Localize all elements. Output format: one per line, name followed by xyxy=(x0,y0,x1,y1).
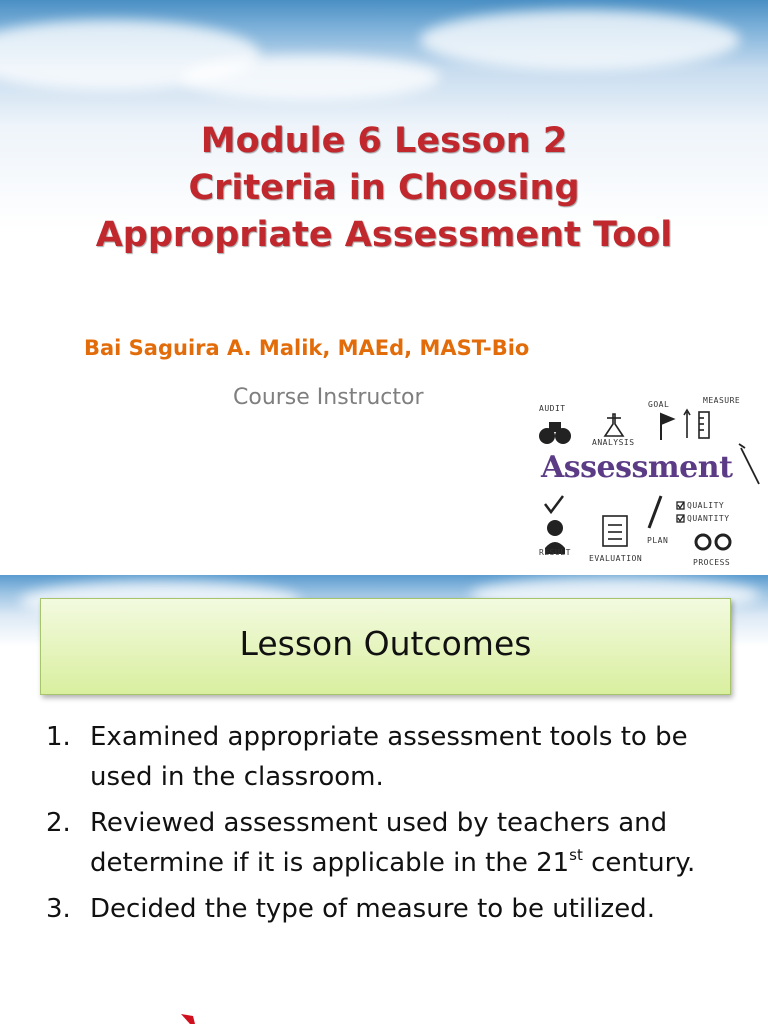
cloud-decoration xyxy=(180,55,440,100)
plan-pen-icon xyxy=(649,496,661,528)
cloud-decoration xyxy=(420,10,740,70)
title-line-1: Module 6 Lesson 2 xyxy=(200,121,568,161)
list-item xyxy=(46,803,736,883)
slide-title xyxy=(0,118,768,259)
label-measure: MEASURE xyxy=(703,396,741,405)
list-item xyxy=(46,717,736,797)
outcomes-heading: Lesson Outcomes xyxy=(239,624,532,663)
label-analysis: ANALYSIS xyxy=(592,438,635,447)
label-quantity: QUANTITY xyxy=(687,514,730,523)
label-goal: GOAL xyxy=(648,400,670,409)
label-quality: QUALITY xyxy=(687,501,725,510)
checkbox-icon xyxy=(677,502,684,522)
title-line-2: Criteria in Choosing xyxy=(188,168,580,208)
outcomes-heading-box xyxy=(40,598,731,695)
list-text: Reviewed assessment used by teachers and determine if it is applicable in the 21 xyxy=(90,808,668,878)
flask-icon xyxy=(605,414,623,436)
label-plan: PLAN xyxy=(647,536,669,545)
author-name: Bai Saguira A. Malik, MAEd, MAST-Bio xyxy=(84,336,530,360)
flag-icon xyxy=(661,414,673,440)
ruler-icon xyxy=(684,410,709,438)
label-process: PROCESS xyxy=(693,558,731,567)
clipboard-icon xyxy=(603,516,627,546)
label-audit: AUDIT xyxy=(539,404,566,413)
list-number: 2. xyxy=(46,808,71,838)
list-item xyxy=(46,889,736,929)
outcomes-list xyxy=(46,717,736,935)
assessment-word: Assessment xyxy=(541,450,733,485)
list-number: 1. xyxy=(46,722,71,752)
red-decoration-icon xyxy=(181,1012,203,1024)
label-evaluation: EVALUATION xyxy=(589,554,643,563)
title-line-3: Appropriate Assessment Tool xyxy=(95,215,673,255)
list-number: 3. xyxy=(46,894,71,924)
assessment-illustration xyxy=(527,388,768,575)
list-text-end: century. xyxy=(582,848,696,878)
outcomes-slide xyxy=(0,575,768,1024)
check-person-icon xyxy=(545,496,565,554)
author-role: Course Instructor xyxy=(233,385,424,410)
pencil-icon xyxy=(739,444,759,484)
list-text: Examined appropriate assessment tools to be used in the classroom. xyxy=(90,722,688,792)
binoculars-icon xyxy=(539,422,571,444)
list-text: Decided the type of measure to be utilized. xyxy=(90,894,655,924)
label-result: RESULT xyxy=(539,548,571,557)
superscript-st: st xyxy=(569,846,583,864)
gears-icon xyxy=(696,535,730,549)
